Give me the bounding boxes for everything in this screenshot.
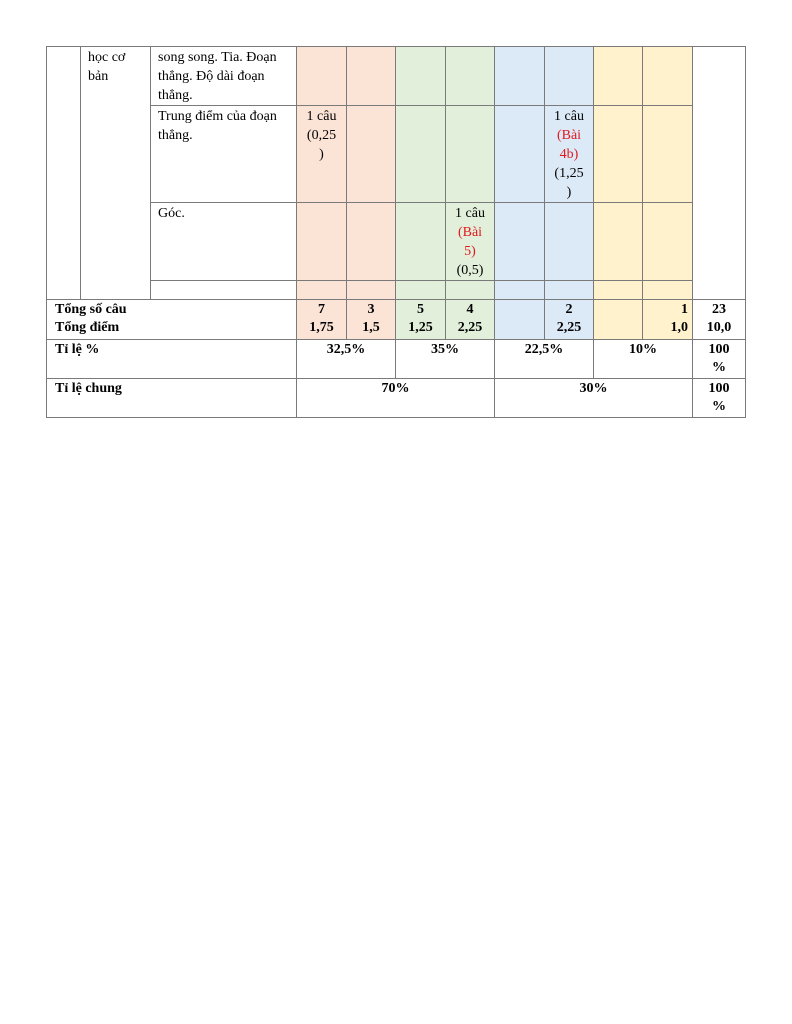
common-ratio-total-percent: % — [712, 399, 726, 414]
question-points: (0,25 — [306, 128, 337, 143]
th-tn-cell — [396, 203, 446, 281]
vdc-tn-cell — [594, 106, 643, 203]
common-ratio-label: Tỉ lệ chung — [47, 379, 297, 418]
th-tl-cell — [446, 106, 495, 203]
question-points: (0,5) — [456, 263, 484, 278]
vdc-tl-cell — [643, 281, 693, 300]
question-ref: (Bài — [457, 225, 483, 240]
vd-tn-cell — [495, 203, 545, 281]
vdc-tn-cell — [594, 47, 643, 106]
vd-tl-cell — [545, 106, 594, 203]
nb-tl-total — [347, 300, 396, 340]
count-value: 3 — [367, 302, 375, 317]
common-ratio-low: 70% — [297, 379, 495, 418]
totals-row — [47, 300, 746, 340]
question-points: (1,25 — [554, 166, 584, 181]
vd-tl-cell — [545, 203, 594, 281]
vdc-tn-cell — [594, 203, 643, 281]
ratio-total-value: 100 — [708, 342, 730, 357]
points-value: 1,0 — [670, 320, 688, 335]
nb-tn-cell — [297, 106, 347, 203]
table-row — [47, 203, 746, 281]
common-ratio-total — [693, 379, 746, 418]
topic-cell: học cơ bản — [81, 47, 151, 300]
table-row — [47, 281, 746, 300]
points-value: 1,75 — [309, 320, 334, 335]
count-value: 4 — [466, 302, 474, 317]
common-ratio-high: 30% — [495, 379, 693, 418]
question-points-close: ) — [566, 185, 572, 200]
content-cell: Trung điểm của đoạn thẳng. — [151, 106, 297, 203]
totals-label-cell — [47, 300, 297, 340]
vd-tn-total — [495, 300, 545, 340]
nb-tn-cell — [297, 47, 347, 106]
grand-total — [693, 300, 746, 340]
common-ratio-row — [47, 379, 746, 418]
nb-tn-cell — [297, 281, 347, 300]
nb-tl-cell — [347, 281, 396, 300]
points-value: 2,25 — [556, 320, 582, 335]
total-cell — [693, 47, 746, 300]
common-ratio-total-value: 100 — [708, 381, 730, 396]
th-tn-total — [396, 300, 446, 340]
question-points-close: ) — [319, 147, 324, 162]
vd-tn-cell — [495, 106, 545, 203]
vdc-tl-cell — [643, 203, 693, 281]
vdc-tn-cell — [594, 281, 643, 300]
exam-matrix-table — [46, 46, 746, 418]
vd-tl-cell — [545, 47, 594, 106]
total-count-label: Tổng số câu — [55, 302, 127, 317]
count-value: 2 — [565, 302, 573, 317]
ratio-label: Tỉ lệ % — [47, 340, 297, 379]
ratio-van-dung-cao: 10% — [594, 340, 693, 379]
table-row — [47, 47, 746, 106]
grand-total-points: 10,0 — [706, 320, 732, 335]
vdc-tl-cell — [643, 47, 693, 106]
question-ref: (Bài — [556, 128, 582, 143]
content-cell: Góc. — [151, 203, 297, 281]
count-value: 5 — [417, 302, 424, 317]
nb-tn-total — [297, 300, 347, 340]
question-count: 1 câu — [554, 109, 584, 124]
ratio-thong-hieu: 35% — [396, 340, 495, 379]
stt-cell — [47, 47, 81, 300]
content-cell: song song. Tia. Đoạn thẳng. Độ dài đoạn thẳng. — [151, 47, 297, 106]
question-count: 1 câu — [455, 206, 485, 221]
question-count: 1 câu — [306, 109, 337, 124]
vd-tn-cell — [495, 47, 545, 106]
vd-tl-total — [545, 300, 594, 340]
th-tl-total — [446, 300, 495, 340]
vdc-tn-total — [594, 300, 643, 340]
vd-tn-cell — [495, 281, 545, 300]
nb-tl-cell — [347, 47, 396, 106]
nb-tl-cell — [347, 106, 396, 203]
ratio-nhan-biet: 32,5% — [297, 340, 396, 379]
nb-tl-cell — [347, 203, 396, 281]
table-row — [47, 106, 746, 203]
th-tn-cell — [396, 106, 446, 203]
ratio-row — [47, 340, 746, 379]
points-value: 1,25 — [408, 320, 433, 335]
grand-total-count: 23 — [712, 302, 726, 317]
total-points-label: Tổng điểm — [55, 320, 120, 335]
question-ref-num: 5) — [464, 244, 476, 259]
vd-tl-cell — [545, 281, 594, 300]
ratio-total-percent: % — [712, 360, 726, 375]
th-tl-cell — [446, 47, 495, 106]
th-tn-cell — [396, 281, 446, 300]
count-value: 1 — [681, 302, 688, 317]
th-tn-cell — [396, 47, 446, 106]
th-tl-cell — [446, 203, 495, 281]
vdc-tl-cell — [643, 106, 693, 203]
vdc-tl-total — [643, 300, 693, 340]
ratio-total — [693, 340, 746, 379]
content-cell — [151, 281, 297, 300]
count-value: 7 — [318, 302, 325, 317]
th-tl-cell — [446, 281, 495, 300]
question-ref-num: 4b) — [559, 147, 579, 162]
points-value: 1,5 — [362, 320, 380, 335]
ratio-van-dung: 22,5% — [495, 340, 594, 379]
points-value: 2,25 — [457, 320, 483, 335]
nb-tn-cell — [297, 203, 347, 281]
